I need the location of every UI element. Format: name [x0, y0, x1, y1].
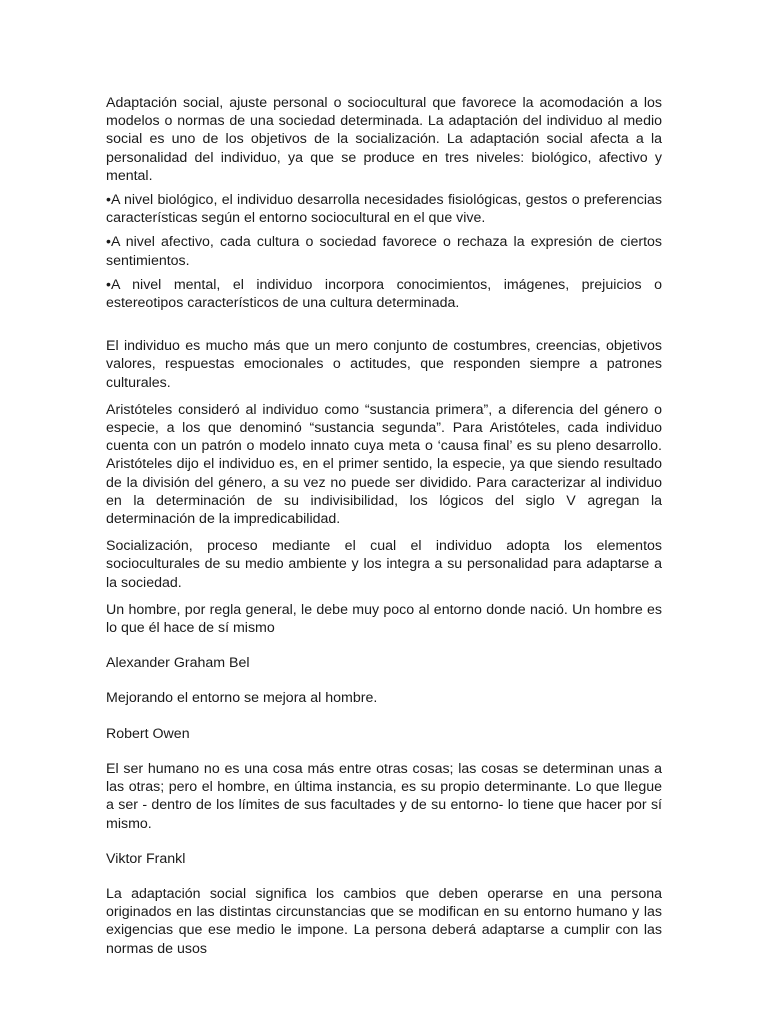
quote-author-bell: Alexander Graham Bel: [106, 655, 250, 672]
paragraph-socialization: Socialización, proceso mediante el cual el individuo adopta los elementos socioculturales de su medio ambiente y los integra a su personalidad para adaptarse a la sociedad.: [106, 538, 662, 591]
paragraph-bullet-mental: •A nivel mental, el individuo incorpora conocimientos, imágenes, prejuicios o estereotipos característicos de una cultura determinada.: [106, 276, 662, 312]
document-page: [106, 94, 662, 958]
quote-author-frankl: Viktor Frankl: [106, 850, 186, 867]
quote-owen: Mejorando el entorno se mejora al hombre.: [106, 690, 378, 707]
paragraph-intro: Adaptación social, ajuste personal o sociocultural que favorece la acomodación a los modelos o normas de una sociedad determinada. La adaptación del individuo al medio social es uno de los objetivos de la socialización. La adaptación social afecta a la personalidad del individuo, ya que se produce en tres niveles: biológico, afectivo y mental.: [106, 95, 662, 184]
paragraph-bullet-biological: •A nivel biológico, el individuo desarrolla necesidades fisiológicas, gestos o preferencias características según el entorno sociocultural en el que vive.: [106, 192, 662, 227]
paragraph-bullet-affective: •A nivel afectivo, cada cultura o sociedad favorece o rechaza la expresión de ciertos sentimientos.: [106, 234, 662, 269]
paragraph-adaptation-definition: La adaptación social significa los cambios que deben operarse en una persona originados en las distintas circunstancias que se modifican en su entorno humano y las exigencias que ese medio le impone. La persona deberá adaptarse a cumplir con las normas de usos: [106, 885, 662, 957]
quote-author-owen: Robert Owen: [106, 725, 190, 742]
quote-frankl: El ser humano no es una cosa más entre otras cosas; las cosas se determinan unas a las otras; pero el hombre, en última instancia, es su propio determinante. Lo que llegue a ser - dentro de los límites de sus facultades y de su entorno- lo tiene que hacer por sí mismo.: [106, 760, 662, 832]
paragraph-aristotle: Aristóteles consideró al individuo como “sustancia primera”, a diferencia del género o especie, a los que denominó “sustancia segunda”. Para Aristóteles, cada individuo cuenta con un patrón o modelo innato cuya meta o ‘causa final’ es su pleno desarrollo. Aristóteles dijo el individuo es, en el primer sentido, la especie, ya que siendo resultado de la división del género, a su vez no puede ser dividido. Para caracterizar al individuo en la determinación de su indivisibilidad, los lógicos del siglo V agregan la determinación de la impredicabilidad.: [106, 401, 662, 528]
quote-bell: Un hombre, por regla general, le debe muy poco al entorno donde nació. Un hombre es lo que él hace de sí mismo: [106, 601, 662, 637]
paragraph-individual: El individuo es mucho más que un mero conjunto de costumbres, creencias, objetivos valores, respuestas emocionales o actitudes, que responden siempre a patrones culturales.: [106, 338, 662, 391]
